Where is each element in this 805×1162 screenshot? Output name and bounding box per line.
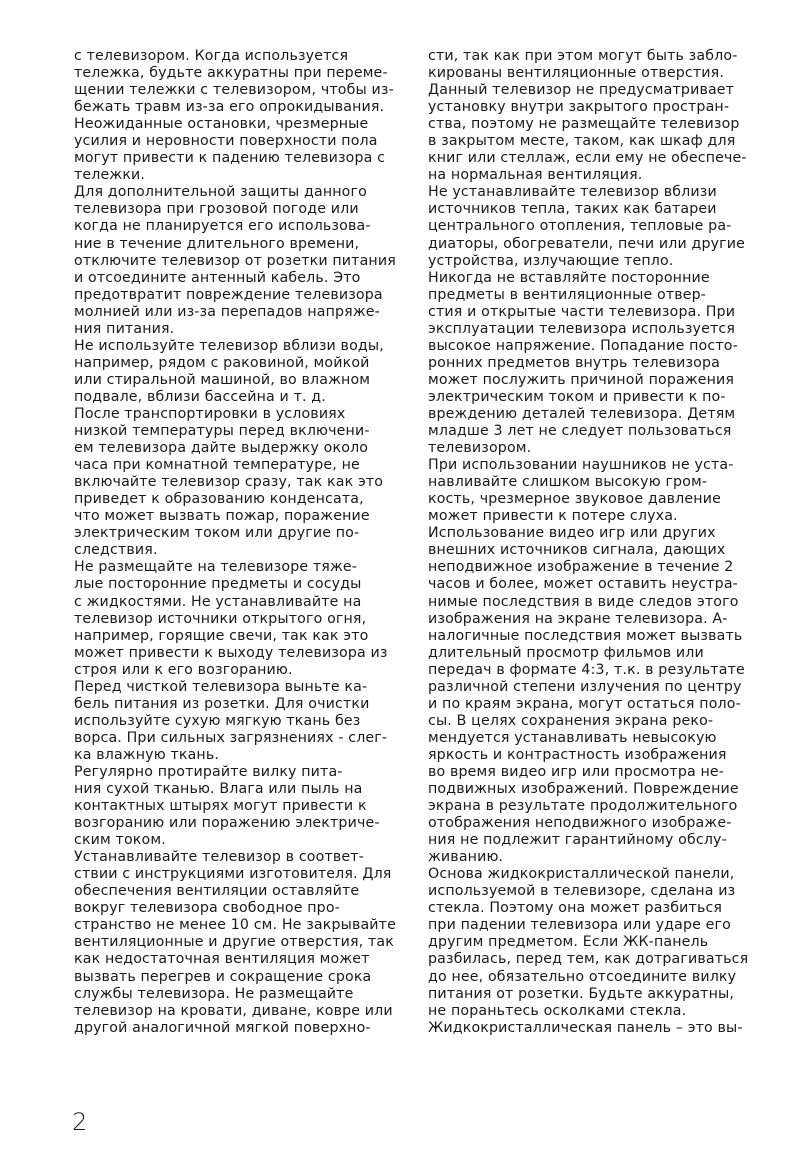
text-line: часа при комнатной температуре, не bbox=[74, 457, 360, 474]
text-line: или стиральной машиной, во влажном bbox=[74, 371, 371, 388]
text-line: ворса. При сильных загрязнениях - слег- bbox=[74, 729, 388, 746]
text-line: ния сухой тканью. Влага или пыль на bbox=[74, 781, 363, 798]
text-line: отображения неподвижного изображе- bbox=[428, 815, 732, 832]
text-line: усилия и неровности поверхности пола bbox=[74, 133, 378, 150]
text-line: и отсоедините антенный кабель. Это bbox=[74, 269, 361, 286]
text-line: следствия. bbox=[74, 542, 158, 559]
text-line: передач в формате 4:3, т.к. в результате bbox=[428, 661, 745, 678]
text-line: лые посторонние предметы и сосуды bbox=[74, 576, 362, 593]
text-line: налогичные последствия может вызвать bbox=[428, 627, 743, 644]
text-line: питания от розетки. Будьте аккуратны, bbox=[428, 985, 735, 1002]
text-line: телевизора при грозовой погоде или bbox=[74, 201, 359, 218]
text-line: Устанавливайте телевизор в соответ- bbox=[74, 849, 364, 866]
text-line: службы телевизора. Не размещайте bbox=[74, 985, 354, 1002]
text-line: предметы в вентиляционные отвер- bbox=[428, 286, 707, 303]
text-line: младше 3 лет не следует пользоваться bbox=[428, 423, 732, 440]
right-text-column bbox=[428, 48, 768, 1037]
text-line: подвале, вблизи бассейна и т. д. bbox=[74, 388, 326, 405]
text-line: стекла. Поэтому она может разбиться bbox=[428, 900, 723, 917]
text-line: подвижных изображений. Повреждение bbox=[428, 781, 739, 798]
text-line: тележки. bbox=[74, 167, 146, 184]
text-line: электрическим током и привести к по- bbox=[428, 388, 726, 405]
text-line: в закрытом месте, таком, как шкаф для bbox=[428, 133, 736, 150]
text-line: отключите телевизор от розетки питания bbox=[74, 252, 396, 269]
text-line: изображения на экране телевизора. А- bbox=[428, 610, 728, 627]
text-line: возгоранию или поражению электриче- bbox=[74, 815, 380, 832]
text-line: ствии с инструкциями изготовителя. Для bbox=[74, 866, 392, 883]
text-line: тележка, будьте аккуратны при переме- bbox=[74, 65, 388, 82]
text-line: устройства, излучающие тепло. bbox=[428, 252, 674, 269]
text-line: например, рядом с раковиной, мойкой bbox=[74, 354, 370, 371]
text-line: не пораньтесь осколками стекла. bbox=[428, 1002, 687, 1019]
text-line: с жидкостями. Не устанавливайте на bbox=[74, 593, 362, 610]
text-line: мендуется устанавливать невысокую bbox=[428, 729, 717, 746]
text-line: во время видео игр или просмотра не- bbox=[428, 763, 725, 780]
text-line: телевизор источники открытого огня, bbox=[74, 610, 367, 627]
text-line: другой аналогичной мягкой поверхно- bbox=[74, 1019, 371, 1036]
text-line: Для дополнительной защиты данного bbox=[74, 184, 367, 201]
text-line: кированы вентиляционные отверстия. bbox=[428, 65, 724, 82]
text-line: установку внутри закрытого простран- bbox=[428, 99, 730, 116]
text-line: Перед чисткой телевизора выньте ка- bbox=[74, 678, 368, 695]
text-line: вызвать перегрев и сокращение срока bbox=[74, 968, 372, 985]
text-line: контактных штырях могут привести к bbox=[74, 798, 367, 815]
text-line: щении тележки с телевизором, чтобы из- bbox=[74, 82, 394, 99]
text-line: и по краям экрана, могут остаться поло- bbox=[428, 695, 741, 712]
text-line: предотвратит повреждение телевизора bbox=[74, 286, 383, 303]
text-line: ронних предметов внутрь телевизора bbox=[428, 354, 721, 371]
text-line: высокое напряжение. Попадание посто- bbox=[428, 337, 738, 354]
text-line: приведет к образованию конденсата, bbox=[74, 491, 364, 508]
text-line: бежать травм из-за его опрокидывания. bbox=[74, 99, 385, 116]
text-line: Жидкокристаллическая панель – это вы- bbox=[428, 1019, 743, 1036]
text-line: диаторы, обогреватели, печи или другие bbox=[428, 235, 746, 252]
text-line: с телевизором. Когда используется bbox=[74, 48, 349, 64]
text-line: эксплуатации телевизора используется bbox=[428, 320, 736, 337]
text-line: Основа жидкокристаллической панели, bbox=[428, 866, 735, 883]
text-line: разбилась, перед тем, как дотрагиваться bbox=[428, 951, 749, 968]
text-line: живанию. bbox=[428, 849, 504, 866]
text-line: Регулярно протирайте вилку пита- bbox=[74, 763, 343, 780]
text-line: ем телевизора дайте выдержку около bbox=[74, 440, 369, 457]
text-line: сти, так как при этом могут быть забло- bbox=[428, 48, 738, 64]
text-line: яркость и контрастность изображения bbox=[428, 746, 727, 763]
text-line: обеспечения вентиляции оставляйте bbox=[74, 883, 360, 900]
left-text-column bbox=[74, 48, 414, 1037]
text-line: Не размещайте на телевизоре тяже- bbox=[74, 559, 358, 576]
text-line: телевизор на кровати, диване, ковре или bbox=[74, 1002, 393, 1019]
text-line: Использование видео игр или других bbox=[428, 525, 716, 542]
text-line: молнией или из-за перепадов напряже- bbox=[74, 303, 380, 320]
text-line: часов и более, может оставить неустра- bbox=[428, 576, 738, 593]
text-line: неподвижное изображение в течение 2 bbox=[428, 559, 734, 576]
text-line: могут привести к падению телевизора с bbox=[74, 150, 386, 167]
text-line: может послужить причиной поражения bbox=[428, 371, 735, 388]
text-line: бель питания из розетки. Для очистки bbox=[74, 695, 370, 712]
text-line: Не устанавливайте телевизор вблизи bbox=[428, 184, 717, 201]
text-line: низкой температуры перед включени- bbox=[74, 423, 370, 440]
text-line: электрическим током или другие по- bbox=[74, 525, 360, 542]
text-line: ским током. bbox=[74, 832, 166, 849]
text-line: ния не подлежит гарантийному обслу- bbox=[428, 832, 727, 849]
text-line: кость, чрезмерное звуковое давление bbox=[428, 491, 721, 508]
text-line: книг или стеллаж, если ему не обеспече- bbox=[428, 150, 747, 167]
text-line: может привести к потере слуха. bbox=[428, 508, 678, 525]
text-line: После транспортировки в условиях bbox=[74, 405, 346, 422]
text-line: строя или к его возгоранию. bbox=[74, 661, 293, 678]
text-line: Не используйте телевизор вблизи воды, bbox=[74, 337, 384, 354]
text-line: используемой в телевизоре, сделана из bbox=[428, 883, 736, 900]
text-line: ства, поэтому не размещайте телевизор bbox=[428, 116, 740, 133]
text-line: сы. В целях сохранения экрана реко- bbox=[428, 712, 714, 729]
text-line: центрального отопления, тепловые ра- bbox=[428, 218, 732, 235]
text-line: Неожиданные остановки, чрезмерные bbox=[74, 116, 369, 133]
text-line: странство не менее 10 см. Не закрывайте bbox=[74, 917, 396, 934]
text-line: навливайте слишком высокую гром- bbox=[428, 474, 708, 491]
text-line: При использовании наушников не уста- bbox=[428, 457, 734, 474]
text-line: вреждению деталей телевизора. Детям bbox=[428, 405, 736, 422]
text-line: ка влажную ткань. bbox=[74, 746, 220, 763]
text-line: при падении телевизора или ударе его bbox=[428, 917, 731, 934]
text-line: нимые последствия в виде следов этого bbox=[428, 593, 739, 610]
text-line: на нормальная вентиляция. bbox=[428, 167, 643, 184]
text-line: может привести к выходу телевизора из bbox=[74, 644, 388, 661]
text-line: ния питания. bbox=[74, 320, 175, 337]
text-line: вентиляционные и другие отверстия, так bbox=[74, 934, 394, 951]
text-line: другим предметом. Если ЖК-панель bbox=[428, 934, 709, 951]
text-line: что может вызвать пожар, поражение bbox=[74, 508, 370, 525]
text-line: ние в течение длительного времени, bbox=[74, 235, 360, 252]
text-line: включайте телевизор сразу, так как это bbox=[74, 474, 384, 491]
text-line: стия и открытые части телевизора. При bbox=[428, 303, 736, 320]
text-line: длительный просмотр фильмов или bbox=[428, 644, 704, 661]
text-line: когда не планируется его использова- bbox=[74, 218, 371, 235]
text-line: экрана в результате продолжительного bbox=[428, 798, 738, 815]
text-line: как недостаточная вентиляция может bbox=[74, 951, 370, 968]
text-line: вокруг телевизора свободное про- bbox=[74, 900, 340, 917]
text-line: внешних источников сигнала, дающих bbox=[428, 542, 726, 559]
text-line: Данный телевизор не предусматривает bbox=[428, 82, 735, 99]
text-line: источников тепла, таких как батареи bbox=[428, 201, 717, 218]
text-line: например, горящие свечи, так как это bbox=[74, 627, 369, 644]
text-line: до нее, обязательно отсоедините вилку bbox=[428, 968, 737, 985]
text-line: телевизором. bbox=[428, 440, 532, 457]
text-line: Никогда не вставляйте посторонние bbox=[428, 269, 710, 286]
text-line: используйте сухую мягкую ткань без bbox=[74, 712, 361, 729]
text-line: различной степени излучения по центру bbox=[428, 678, 742, 695]
page-number: 2 bbox=[72, 1108, 88, 1136]
